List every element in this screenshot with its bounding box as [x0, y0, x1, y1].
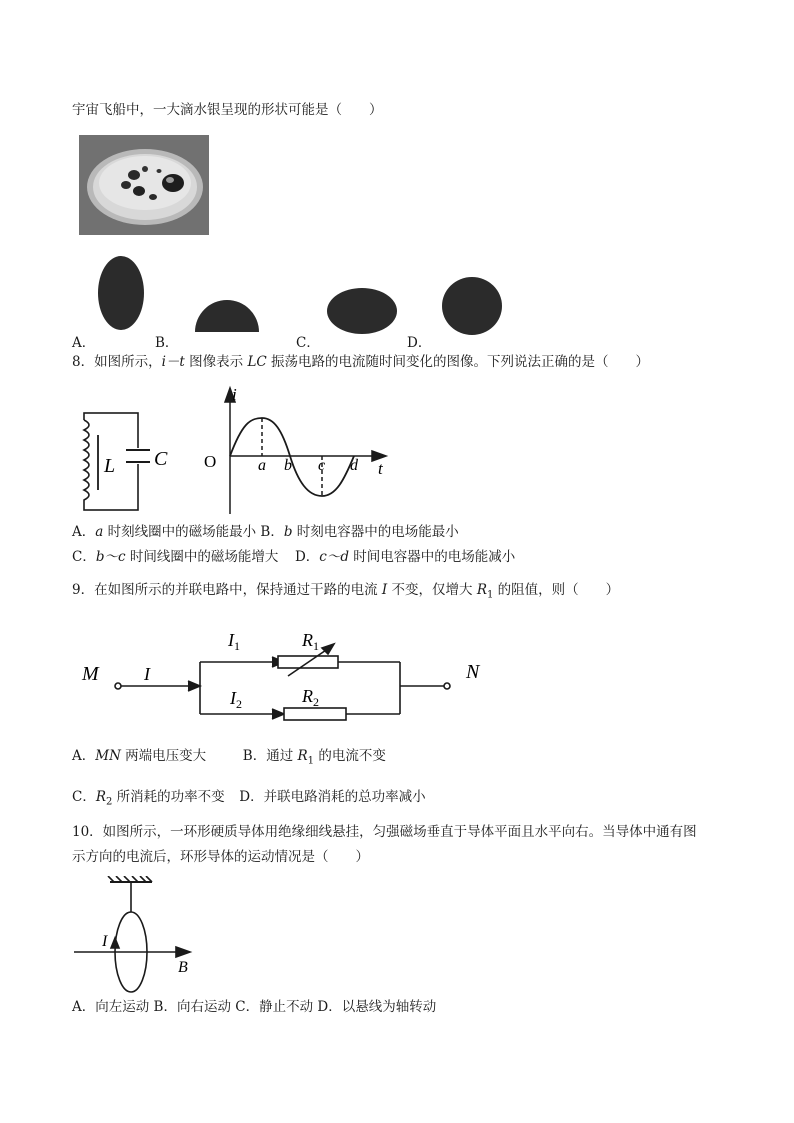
- parallel-circuit: [76, 618, 496, 722]
- option-c-shape: [326, 287, 398, 335]
- q8-options-row1: A．a 时刻线圈中的磁场能最小 B．b 时刻电容器中的电场能最小: [72, 524, 459, 540]
- field-b-label: B: [178, 959, 188, 976]
- ring-conductor-diagram: [72, 876, 202, 996]
- q10-stem-line1: 10．如图所示，一环形硬质导体用绝缘细线悬挂，匀强磁场垂直于导体平面且水平向右。当导体中通有图: [72, 824, 697, 840]
- q7-option-c: C．: [296, 335, 320, 351]
- resistor-r2-label: $R_2$: [302, 686, 319, 709]
- current-i-label: I: [144, 664, 150, 684]
- q10-options: A．向左运动 B．向右运动 C．静止不动 D．以悬线为轴转动: [72, 999, 437, 1015]
- origin-label: O: [204, 452, 217, 471]
- current-i-label: I: [102, 933, 108, 950]
- q9-options-row1: A．MN 两端电压变大 B．通过 $R_1$ 的电流不变: [72, 748, 386, 767]
- q9-options-row2: C．$R_2$ 所消耗的功率不变 D．并联电路消耗的总功率减小: [72, 789, 426, 808]
- point-d-label: d: [350, 457, 358, 474]
- option-b-shape: [194, 298, 260, 334]
- mercury-dish-photo: [79, 135, 209, 235]
- q8-stem: 8．如图所示，i－t 图像表示 LC 振荡电路的电流随时间变化的图像。下列说法正确的是（ ）: [72, 354, 650, 370]
- node-n-label: N: [466, 661, 480, 683]
- axis-t-label: t: [378, 459, 383, 478]
- capacitor-label: C: [154, 448, 168, 470]
- q7-option-b: B．: [155, 335, 179, 351]
- q9-stem: 9．在如图所示的并联电路中，保持通过干路的电流 I 不变，仅增大 $R_1$ 的阻值，则（ ）: [72, 582, 620, 601]
- resistor-r1-label: $R_1$: [302, 630, 319, 653]
- inductor-label: L: [104, 455, 116, 477]
- point-a-label: a: [258, 457, 266, 474]
- point-c-label: c: [318, 457, 326, 474]
- option-a-shape: [96, 255, 146, 333]
- q10-stem-line2: 示方向的电流后，环形导体的运动情况是（ ）: [72, 849, 369, 865]
- current-i1-label: $I_1$: [228, 630, 240, 653]
- option-d-shape: [441, 276, 503, 336]
- point-b-label: b: [284, 457, 292, 474]
- lc-circuit-and-graph: [76, 380, 396, 518]
- node-m-label: M: [82, 663, 99, 685]
- q8-options-row2: C．b～c 时间线圈中的磁场能增大 D．c～d 时间电容器中的电场能减小: [72, 549, 516, 565]
- it-graph: [225, 388, 386, 514]
- q7-stem: 宇宙飞船中，一大滴水银呈现的形状可能是（ ）: [72, 102, 383, 118]
- axis-i-label: i: [232, 385, 237, 404]
- q7-option-d: D．: [407, 335, 432, 351]
- current-i2-label: $I_2$: [230, 688, 242, 711]
- q7-option-a: A．: [72, 335, 96, 351]
